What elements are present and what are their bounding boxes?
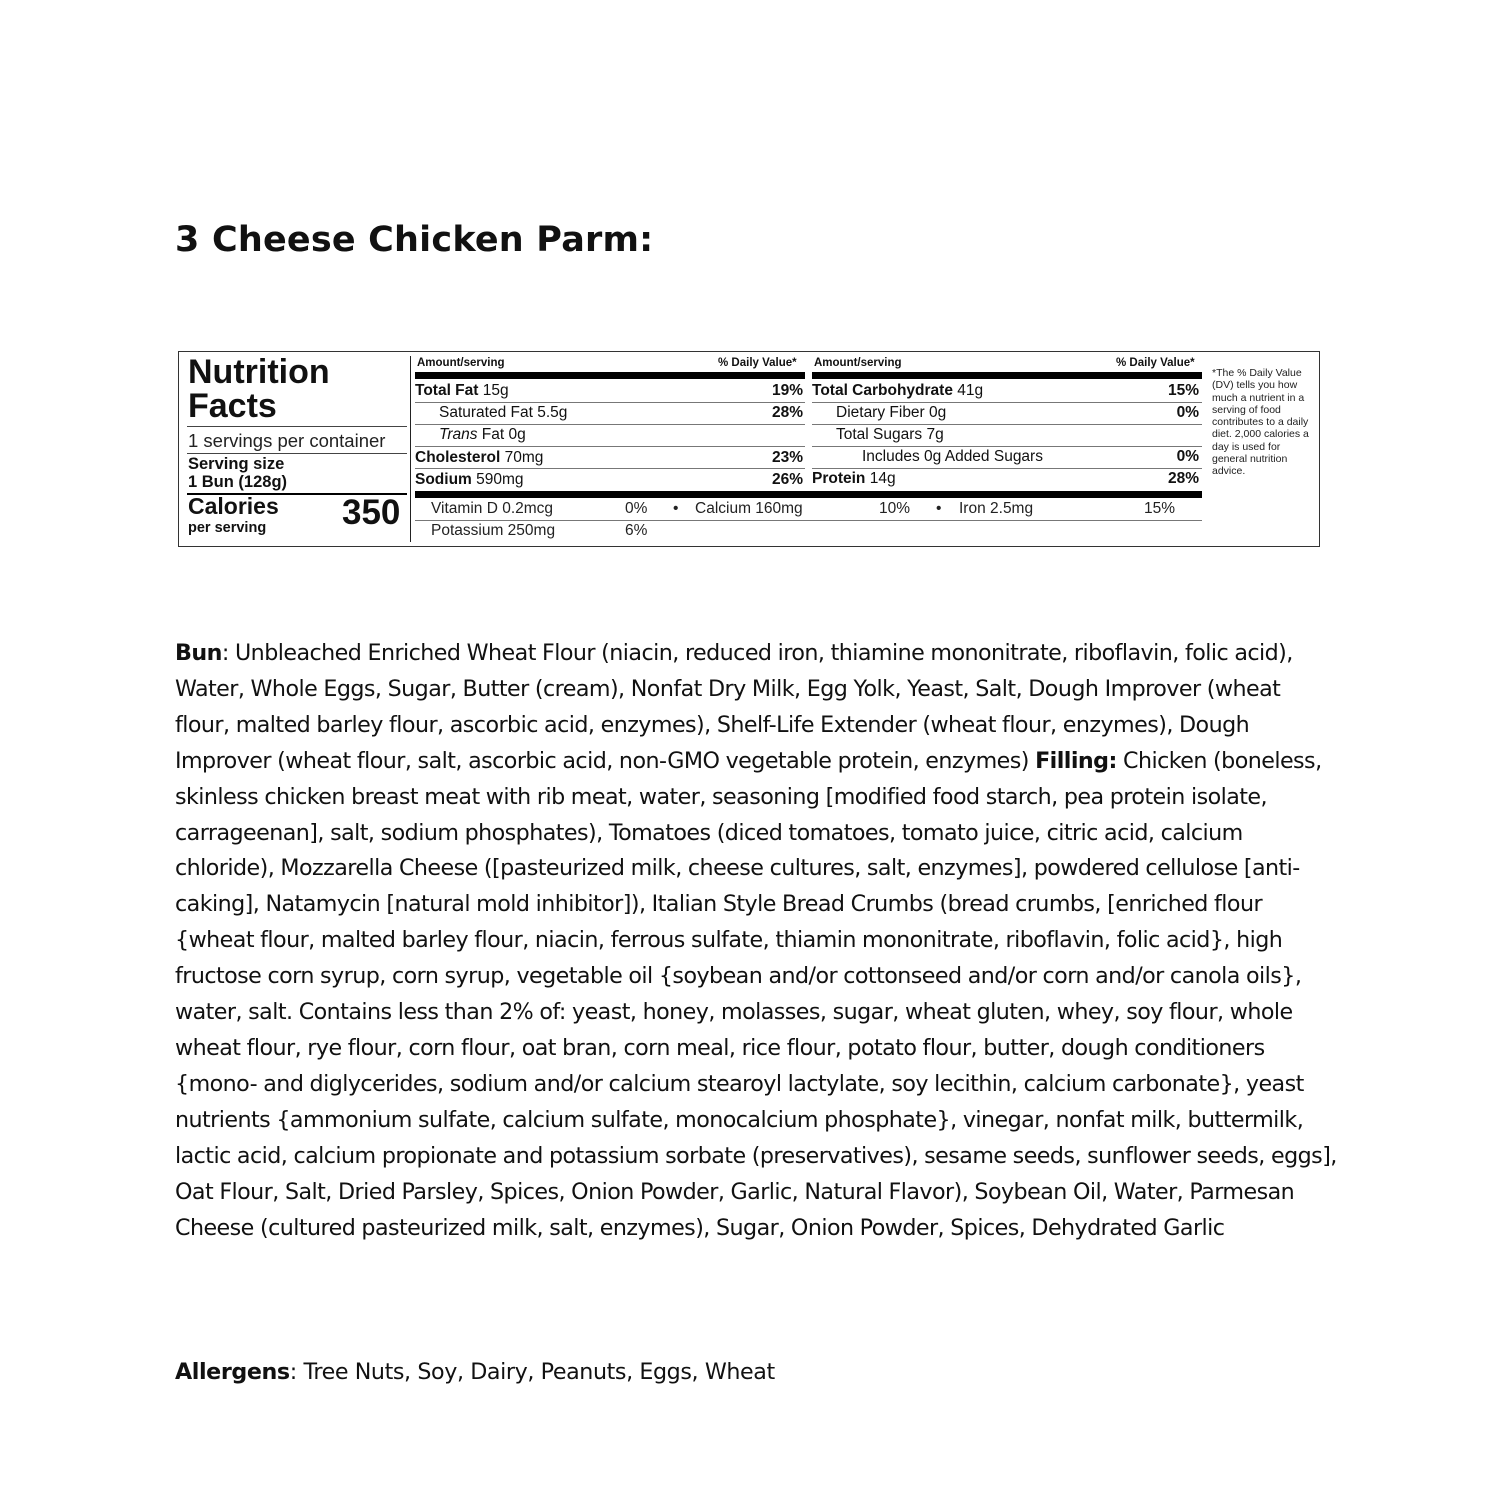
thick-divider <box>415 491 1202 498</box>
nutrient-dv: 0% <box>1176 404 1199 421</box>
nutrient-name: Saturated Fat <box>439 404 533 421</box>
calcium-dv: 10% <box>879 500 911 517</box>
nutrient-name: Total Fat <box>415 382 479 399</box>
nutrient-amount: 7g <box>926 426 944 443</box>
nutrient-amount: 5.5g <box>537 404 568 421</box>
nutrient-amount: 70mg <box>504 449 544 466</box>
nutrient-amount: 41g <box>957 382 984 399</box>
nutrient-name: Dietary Fiber <box>836 404 925 421</box>
thick-divider <box>812 372 1202 379</box>
nutrient-amount: 14g <box>869 470 896 487</box>
nutrient-amount: 0g <box>929 404 947 421</box>
iron-dv: 15% <box>1144 500 1176 517</box>
allergens-line <box>175 1355 775 1391</box>
nutrition-facts-heading <box>188 355 330 423</box>
ingredients-paragraph <box>175 636 1340 1246</box>
nutrient-name: Total Sugars <box>836 426 923 443</box>
bun-ingredients: : Unbleached Enriched Wheat Flour (niacin, reduced iron, thiamine mononitrate, riboflavin, folic acid), Water, Whole Eggs, Sugar, Butter (cream), Nonfat Dry Milk, Egg Yolk, Yeast, Salt, Dough Improver (wheat flour, malted barley flour, ascorbic acid, enzymes), Shelf-Life Extender (wheat flour, enzymes), Dough Improver (wheat flour, salt, ascorbic acid, non-GMO vegetable protein, enzymes) <box>175 640 1293 774</box>
calories-label: Calories <box>188 493 279 519</box>
iron: Iron 2.5mg <box>959 500 1034 517</box>
serving-size-value: 1 Bun (128g) <box>188 473 288 491</box>
potassium: Potassium 250mg <box>431 522 556 539</box>
vitamin-d: Vitamin D 0.2mcg <box>431 500 554 517</box>
divider <box>187 426 407 427</box>
filling-ingredients: Chicken (boneless, skinless chicken breast meat with rib meat, water, seasoning [modified food starch, pea protein isolate, carrageenan], salt, sodium phosphates), Tomatoes (diced tomatoes, tomato juice, citric acid, calcium chloride), Mozzarella Cheese ([pasteurized milk, cheese cultures, salt, enzymes], powdered cellulose [anti-caking], Natamycin [natural mold inhibitor]), Italian Style Bread Crumbs (bread crumbs, [enriched flour {wheat flour, malted barley flour, niacin, ferrous sulfate, thiamin mononitrate, riboflavin, folic acid}, high fructose corn syrup, corn syrup, vegetable oil {soybean and/or cottonseed and/or corn and/or canola oils}, water, salt. Contains less than 2% of: yeast, honey, molasses, sugar, wheat gluten, whey, soy flour, whole wheat flour, rye flour, corn flour, oat bran, corn meal, rice flour, potato flour, butter, dough conditioners {mono- and diglycerides, sodium and/or calcium stearoyl lactylate, soy lecithin, calcium carbonate}, yeast nutrients {ammonium sulfate, calcium sulfate, monocalcium phosphate}, vinegar, nonfat milk, buttermilk, lactic acid, calcium propionate and potassium sorbate (preservatives), sesame seeds, sunflower seeds, eggs], Oat Flour, Salt, Dried Parsley, Spices, Onion Powder, Garlic, Natural Flavor), Soybean Oil, Water, Parmesan Cheese (cultured pasteurized milk, salt, enzymes), Sugar, Onion Powder, Spices, Dehydrated Garlic <box>175 747 1337 1241</box>
bullet: • <box>936 500 942 517</box>
nutrient-row-protein <box>812 468 1199 490</box>
nutrient-row-saturated-fat <box>415 402 803 424</box>
serving-size-label: Serving size <box>188 455 285 473</box>
potassium-dv: 6% <box>625 522 648 539</box>
nutrition-facts-panel <box>178 351 1320 547</box>
nutrient-dv: 23% <box>771 449 803 466</box>
nutrient-row-total-sugars <box>812 424 1199 446</box>
nutrient-row-total-carbohydrate <box>812 380 1199 402</box>
nutrient-dv: 19% <box>771 382 803 399</box>
divider <box>187 453 407 454</box>
page-title: 3 Cheese Chicken Parm: <box>175 220 654 260</box>
nutrient-dv: 28% <box>771 404 803 421</box>
nutrient-name: Fat <box>481 426 505 443</box>
vitamin-d-dv: 0% <box>625 500 648 517</box>
nutrient-row-total-fat <box>415 380 803 402</box>
calories-per-serving-label: per serving <box>188 520 267 536</box>
nutrition-heading-line2: Facts <box>188 387 277 425</box>
servings-per-container: 1 servings per container <box>188 430 386 451</box>
bun-label: Bun <box>175 640 222 666</box>
calcium: Calcium 160mg <box>695 500 803 517</box>
nutrient-dv: 28% <box>1167 470 1199 487</box>
allergens-list: : Tree Nuts, Soy, Dairy, Peanuts, Eggs, Wheat <box>289 1359 775 1385</box>
nutrient-name-italic: Trans <box>439 426 478 443</box>
daily-value-header: % Daily Value* <box>718 357 797 369</box>
nutrition-heading-line1: Nutrition <box>188 353 330 391</box>
nutrient-amount: 15g <box>482 382 509 399</box>
bullet: • <box>673 500 679 517</box>
allergens-label: Allergens <box>175 1359 290 1385</box>
nutrient-amount: 590mg <box>476 471 524 488</box>
filling-label: Filling: <box>1035 747 1117 774</box>
daily-value-header: % Daily Value* <box>1116 357 1195 369</box>
nutrient-row-dietary-fiber <box>812 402 1199 424</box>
nutrient-name: Protein <box>812 470 866 487</box>
nutrient-row-added-sugars <box>812 446 1199 468</box>
nutrient-dv: 0% <box>1176 448 1199 465</box>
daily-value-footnote: *The % Daily Value (DV) tells you how much a nutrient in a serving of food contributes to a daily diet. 2,000 calories a day is used for general nutrition advice. <box>1212 367 1309 478</box>
nutrient-name: Includes 0g Added Sugars <box>862 448 1043 465</box>
amount-header: Amount/serving <box>417 357 505 369</box>
nutrient-dv: 26% <box>771 471 803 488</box>
column-divider <box>410 356 411 542</box>
nutrient-amount: 0g <box>508 426 526 443</box>
nutrient-name: Cholesterol <box>415 449 501 466</box>
thick-divider <box>415 372 805 379</box>
nutrient-name: Total Carbohydrate <box>812 382 953 399</box>
nutrient-row-sodium <box>415 469 803 491</box>
nutrient-row-cholesterol <box>415 447 803 469</box>
calories-value: 350 <box>342 493 401 532</box>
nutrient-name: Sodium <box>415 471 472 488</box>
nutrient-row-trans-fat <box>415 424 803 446</box>
amount-header: Amount/serving <box>814 357 902 369</box>
nutrient-dv: 15% <box>1167 382 1199 399</box>
